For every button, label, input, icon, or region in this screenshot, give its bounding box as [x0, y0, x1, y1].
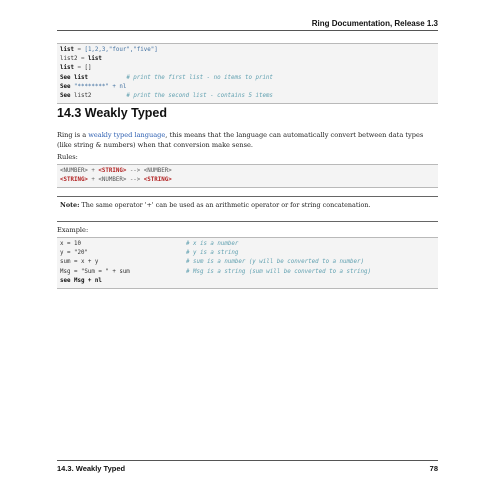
code-line: sum = x + y # sum is a number (y will be converted to a number) — [60, 259, 364, 266]
code-block-lists — [57, 43, 438, 104]
code-line: See list2 # print the second list - contains 5 items — [60, 92, 273, 99]
note-box — [57, 196, 438, 222]
code-line: See list # print the first list - no items to print — [60, 74, 273, 81]
code-line: list = [1,2,3,"four","five"] — [60, 47, 158, 53]
footer-section-name: 14.3. Weakly Typed — [57, 464, 126, 473]
code-line: x = 10 # x is a number — [60, 241, 239, 247]
code-block-rules — [57, 164, 438, 188]
code-line: See "********" + nl — [60, 83, 127, 90]
code-line: list2 = list — [60, 56, 102, 63]
header-divider — [57, 30, 438, 31]
rule-line: <STRING> + <NUMBER> --> <STRING> — [60, 177, 172, 184]
page-header-title: Ring Documentation, Release 1.3 — [311, 19, 438, 28]
note-text: The same operator '+' can be used as an arithmetic operator or for string concatenation. — [81, 201, 371, 209]
code-block-example — [57, 237, 438, 289]
intro-paragraph: Ring is a weakly typed language, this means that the language can automatically convert between data types (like string & numbers) when that conversion make sense. — [57, 131, 424, 149]
example-label: Example: — [57, 226, 89, 234]
rule-line: <NUMBER> + <STRING> --> <NUMBER> — [60, 168, 172, 174]
code-line: list = [] — [60, 65, 92, 72]
code-line: Msg = "Sum = " + sum # Msg is a string (sum will be converted to a string) — [60, 268, 371, 275]
code-line: y = "20" # y is a string — [60, 250, 239, 257]
page-number: 78 — [429, 464, 438, 473]
code-line: see Msg + nl — [60, 277, 102, 284]
footer-divider — [57, 460, 438, 461]
note-label: Note: — [60, 201, 80, 209]
section-title: 14.3 Weakly Typed — [57, 106, 168, 120]
rules-label: Rules: — [57, 153, 78, 161]
weakly-typed-link[interactable]: weakly typed language — [88, 131, 166, 139]
